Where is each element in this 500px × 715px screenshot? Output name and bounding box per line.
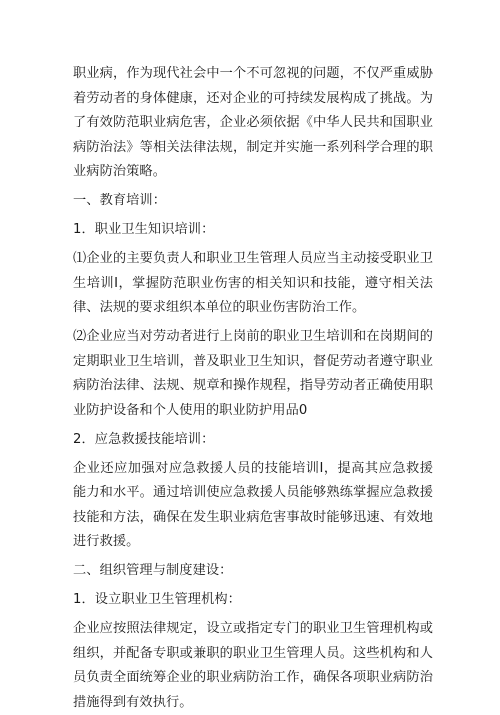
subsection-1-2-heading: 2．应急救援技能培训： (73, 431, 215, 447)
item-1-1-2-paragraph: ⑵企业应当对劳动者进行上岗前的职业卫生培训和在岗期间的定期职业卫生培训，普及职业卫生知识，督促劳动者遵守职业病防治法律、法规、规章和操作规程，指导劳动者正确使用职业防护设备和个人使用的职业防护用品0 (73, 329, 433, 418)
section-1-heading: 一、教育培训： (73, 193, 167, 208)
document-body (73, 62, 433, 715)
item-1-2-paragraph: 企业还应加强对应急救援人员的技能培训I，提高其应急救援能力和水平。通过培训使应急救援人员能够熟练掌握应急救援技能和方法，确保在发生职业病危害事故时能够迅速、有效地进行救援。 (73, 460, 433, 549)
item-1-1-1-paragraph: ⑴企业的主要负责人和职业卫生管理人员应当主动接受职业卫生培训I，掌握防范职业伤害的相关知识和技能，遵守相关法律、法规的要求组织本单位的职业伤害防治工作。 (73, 251, 433, 315)
item-2-1-paragraph: 企业应按照法律规定，设立或指定专门的职业卫生管理机构或组织，并配备专职或兼职的职业卫生管理人员。这些机构和人员负责全面统筹企业的职业病防治工作，确保各项职业病防治措施得到有效执行。 (73, 621, 433, 710)
subsection-2-1-heading: 1．设立职业卫生管理机构： (73, 592, 241, 607)
intro-paragraph: 职业病，作为现代社会中一个不可忽视的问题，不仅严重威胁着劳动者的身体健康，还对企业的可持续发展构成了挑战。为了有效防范职业病危害，企业必须依据《中华人民共和国职业病防治法》等相关法律法规，制定并实施一系列科学合理的职业病防治策略。 (73, 66, 433, 179)
section-2-heading: 二、组织管理与制度建设： (73, 563, 233, 578)
subsection-1-1-heading: 1．职业卫生知识培训： (73, 222, 215, 237)
